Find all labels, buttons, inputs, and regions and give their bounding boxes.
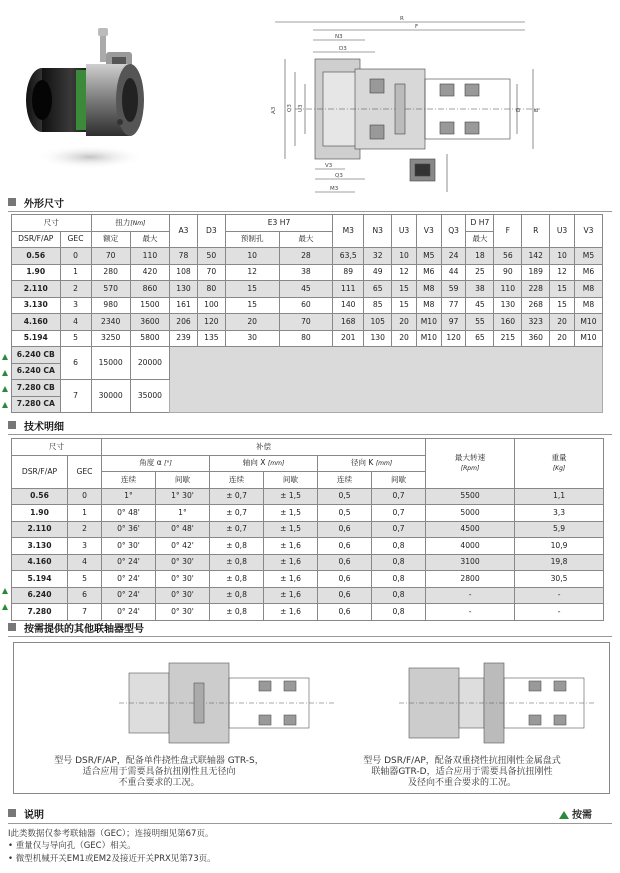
dims-h-gec: GEC	[60, 231, 91, 248]
tech-cell: ± 0,8	[210, 604, 264, 621]
tech-cell-size: 0.56	[12, 488, 68, 505]
other-models-box	[13, 642, 610, 794]
dims-cell: 110	[130, 248, 169, 265]
dims-h-v3: V3	[416, 215, 441, 248]
tech-cell-size: 6.240	[12, 587, 68, 604]
dims-cell: 3250	[91, 330, 130, 347]
dims-cell: 105	[364, 314, 392, 331]
tech-cell: ± 1,6	[264, 538, 318, 555]
dims-extra-row	[12, 347, 603, 364]
tech-table	[11, 438, 604, 621]
dims-cell: 70	[91, 248, 130, 265]
tech-cell: 0,6	[318, 587, 372, 604]
section-rule	[8, 434, 612, 435]
dims-cell: 160	[494, 314, 522, 331]
dims-cell-size: 0.56	[12, 248, 61, 265]
tech-cell: 0° 24'	[102, 554, 156, 571]
dims-cell: 78	[170, 248, 198, 265]
tech-cell: 0,7	[372, 521, 426, 538]
dims-cell: 280	[91, 264, 130, 281]
tech-cell-size: 7.280	[12, 604, 68, 621]
dims-cell: 32	[364, 248, 392, 265]
dims-h-dmax: 最大	[466, 231, 494, 248]
dims-cell: M5	[574, 248, 602, 265]
dims-cell: 12	[392, 264, 417, 281]
dims-extra-size-b: 6.240 CA	[12, 363, 61, 380]
dims-cell: 1	[60, 264, 91, 281]
tech-cell: 0,8	[372, 538, 426, 555]
dims-h-a3: A3	[170, 215, 198, 248]
tech-cell-size: 3.130	[12, 538, 68, 555]
dims-h-size: 尺寸	[12, 215, 92, 232]
dims-cell: 12	[225, 264, 279, 281]
tech-cell: 0,6	[318, 604, 372, 621]
tech-cell: 0,5	[318, 488, 372, 505]
on-request-triangle-icon	[2, 402, 8, 408]
tech-cell: 4500	[426, 521, 515, 538]
tech-cell: 0° 48'	[102, 505, 156, 522]
dims-cell: 15	[392, 297, 417, 314]
tech-cell: 0° 30'	[156, 604, 210, 621]
dims-cell: 5	[60, 330, 91, 347]
dims-cell: 130	[494, 297, 522, 314]
tech-cell: -	[426, 604, 515, 621]
tech-cell: 1°	[102, 488, 156, 505]
tech-cell: -	[426, 587, 515, 604]
tech-cell: 0° 24'	[102, 604, 156, 621]
tech-h-comp: 补偿	[102, 439, 426, 456]
dims-h-e3: E3 H7	[225, 215, 332, 232]
dims-cell: 161	[170, 297, 198, 314]
dims-row	[12, 314, 603, 331]
dims-extra-size-a: 7.280 CB	[12, 380, 61, 397]
tech-row	[12, 604, 604, 621]
section-title-other: 按需提供的其他联轴器型号	[8, 620, 144, 636]
dims-cell: 2	[60, 281, 91, 298]
dim-label-v3: V3	[325, 163, 333, 169]
tech-h-axial-inter: 间歇	[264, 472, 318, 489]
dims-cell: 420	[130, 264, 169, 281]
tech-cell: 0,8	[372, 554, 426, 571]
notes-list	[8, 828, 216, 865]
dims-extra-size-b: 7.280 CA	[12, 396, 61, 413]
dims-cell: M10	[416, 314, 441, 331]
technical-drawing	[255, 14, 555, 199]
dims-cell: M8	[416, 281, 441, 298]
tech-cell: 0° 30'	[102, 538, 156, 555]
tech-cell: 30,5	[515, 571, 604, 588]
dims-cell: M10	[416, 330, 441, 347]
tech-row	[12, 505, 604, 522]
dims-cell: 38	[466, 281, 494, 298]
dims-cell: M10	[574, 330, 602, 347]
dims-cell: 50	[197, 248, 225, 265]
tech-cell: ± 1,6	[264, 604, 318, 621]
tech-cell: 0,7	[372, 488, 426, 505]
dims-cell: 108	[170, 264, 198, 281]
tech-cell: ± 1,6	[264, 554, 318, 571]
tech-cell: ± 1,5	[264, 521, 318, 538]
tech-cell: 4000	[426, 538, 515, 555]
tech-cell: ± 0,7	[210, 488, 264, 505]
dims-h-v3b: V3	[574, 215, 602, 248]
tech-cell: 0° 42'	[156, 538, 210, 555]
dims-cell: 120	[441, 330, 466, 347]
tech-h-angle-inter: 间歇	[156, 472, 210, 489]
tech-row	[12, 554, 604, 571]
dims-cell: 130	[170, 281, 198, 298]
tech-header-row-1	[12, 439, 604, 456]
dims-cell: 130	[364, 330, 392, 347]
tech-cell: 0° 30'	[156, 587, 210, 604]
dims-cell: 25	[466, 264, 494, 281]
dims-cell: 97	[441, 314, 466, 331]
dims-h-n3: N3	[364, 215, 392, 248]
dim-label-d3: D3	[339, 46, 347, 52]
dims-cell: 65	[466, 330, 494, 347]
tech-cell: 0,6	[318, 521, 372, 538]
tech-cell: ± 0,8	[210, 571, 264, 588]
tech-cell: ± 0,8	[210, 538, 264, 555]
on-request-triangle-icon	[2, 604, 8, 610]
section-square-icon	[8, 809, 16, 817]
section-square-icon	[8, 623, 16, 631]
dim-label-q3-left: Q3	[287, 104, 293, 112]
dims-row	[12, 297, 603, 314]
dims-cell: 55	[466, 314, 494, 331]
dims-cell: M6	[416, 264, 441, 281]
dims-cell: 70	[279, 314, 333, 331]
section-rule	[8, 636, 612, 637]
tech-cell: 5500	[426, 488, 515, 505]
dims-cell: 860	[130, 281, 169, 298]
tech-cell: 0° 36'	[102, 521, 156, 538]
dims-cell: 15	[392, 281, 417, 298]
section-square-icon	[8, 421, 16, 429]
tech-h-weight: 重量 [Kg]	[515, 439, 604, 489]
tech-h-radial: 径向 K [mm]	[318, 455, 426, 472]
tech-cell: ± 1,5	[264, 505, 318, 522]
dim-label-n3: N3	[335, 34, 343, 40]
dims-cell: 142	[522, 248, 550, 265]
dims-cell: 3	[60, 297, 91, 314]
dims-cell: 3600	[130, 314, 169, 331]
tech-cell: 3	[68, 538, 102, 555]
dims-cell: 20	[550, 314, 575, 331]
dims-cell: 4	[60, 314, 91, 331]
dims-cell: 268	[522, 297, 550, 314]
dims-cell-size: 1.90	[12, 264, 61, 281]
dim-label-m3: M3	[330, 186, 339, 192]
dims-h-u3b: U3	[550, 215, 575, 248]
dims-h-torque: 扭力[Nm]	[91, 215, 170, 232]
tech-cell-size: 5.194	[12, 571, 68, 588]
dims-cell: 100	[197, 297, 225, 314]
tech-h-size: 尺寸	[12, 439, 102, 456]
dims-cell: M8	[574, 297, 602, 314]
dim-label-b: B	[534, 108, 540, 112]
dims-cell: 56	[494, 248, 522, 265]
tech-row	[12, 587, 604, 604]
tech-cell: 0,5	[318, 505, 372, 522]
tech-h-angle-cont: 连续	[102, 472, 156, 489]
tech-cell: 3100	[426, 554, 515, 571]
dims-cell: 15	[550, 297, 575, 314]
dims-cell: 120	[197, 314, 225, 331]
section-title-tech: 技术明细	[8, 418, 64, 434]
dim-label-u3: U3	[298, 104, 304, 112]
dims-cell: 215	[494, 330, 522, 347]
dims-h-prebore: 预制孔	[225, 231, 279, 248]
dims-cell: 570	[91, 281, 130, 298]
tech-cell: 0° 30'	[156, 571, 210, 588]
dims-cell: 168	[333, 314, 364, 331]
section-title-notes: 说明	[8, 806, 44, 822]
product-photo	[20, 22, 150, 172]
dims-cell: 228	[522, 281, 550, 298]
dims-cell-size: 4.160	[12, 314, 61, 331]
tech-cell: 1°	[156, 505, 210, 522]
dims-extra-gec: 7	[60, 380, 91, 413]
dims-h-dsr: DSR/F/AP	[12, 231, 61, 248]
tech-cell: 0,6	[318, 554, 372, 571]
tech-h-dsr: DSR/F/AP	[12, 455, 68, 488]
dims-cell: M8	[574, 281, 602, 298]
section-title-dims: 外形尺寸	[8, 195, 64, 211]
dims-h-m3: M3	[333, 215, 364, 248]
dims-cell: 15	[550, 281, 575, 298]
dims-cell: 189	[522, 264, 550, 281]
tech-cell: 1,1	[515, 488, 604, 505]
dim-label-f: F	[415, 24, 419, 30]
dims-cell: 206	[170, 314, 198, 331]
tech-cell: 5	[68, 571, 102, 588]
tech-cell: 19,8	[515, 554, 604, 571]
legend-on-request: 按需	[559, 806, 592, 821]
dims-cell: 110	[494, 281, 522, 298]
dims-cell: 10	[225, 248, 279, 265]
dims-cell: 323	[522, 314, 550, 331]
tech-row	[12, 571, 604, 588]
dims-cell-size: 2.110	[12, 281, 61, 298]
dims-cell: 12	[550, 264, 575, 281]
tech-h-radial-cont: 连续	[318, 472, 372, 489]
dims-cell: M8	[416, 297, 441, 314]
tech-row	[12, 538, 604, 555]
dims-extra-blank	[170, 347, 603, 413]
dims-cell: M10	[574, 314, 602, 331]
dims-cell: 59	[441, 281, 466, 298]
dims-cell: 70	[197, 264, 225, 281]
note-item: • 微型机械开关EM1或EM2及接近开关PRX见第73页。	[8, 853, 216, 864]
dims-extra-gec: 6	[60, 347, 91, 380]
dims-header-row-1	[12, 215, 603, 232]
dims-cell: 2340	[91, 314, 130, 331]
dims-h-rated: 额定	[91, 231, 130, 248]
dims-row	[12, 248, 603, 265]
tech-cell: ± 1,6	[264, 587, 318, 604]
tech-cell: 0° 48'	[156, 521, 210, 538]
dims-cell: M6	[574, 264, 602, 281]
tech-cell: 0,8	[372, 604, 426, 621]
dims-cell: 49	[364, 264, 392, 281]
dims-row	[12, 264, 603, 281]
tech-cell: -	[515, 587, 604, 604]
tech-cell: 2800	[426, 571, 515, 588]
dims-cell: 0	[60, 248, 91, 265]
tech-row	[12, 521, 604, 538]
tech-cell: 10,9	[515, 538, 604, 555]
dims-cell-size: 5.194	[12, 330, 61, 347]
dims-cell: 89	[333, 264, 364, 281]
dims-extra-max: 35000	[130, 380, 169, 413]
dims-extra-rated: 30000	[91, 380, 130, 413]
tech-h-angle: 角度 α [°]	[102, 455, 210, 472]
dims-cell: 239	[170, 330, 198, 347]
dims-extra-max: 20000	[130, 347, 169, 380]
tech-h-axial-cont: 连续	[210, 472, 264, 489]
on-request-triangle-icon	[2, 588, 8, 594]
dims-h-f: F	[494, 215, 522, 248]
tech-cell: 7	[68, 604, 102, 621]
dims-cell: 45	[466, 297, 494, 314]
dims-h-d3: D3	[197, 215, 225, 248]
note-item: I此类数据仅参考联轴器（GEC）；连接明细见第67页。	[8, 829, 214, 839]
section-rule	[8, 823, 612, 824]
dims-cell: 201	[333, 330, 364, 347]
dims-cell: 10	[550, 248, 575, 265]
tech-cell: 0° 24'	[102, 571, 156, 588]
tech-cell: ± 1,6	[264, 571, 318, 588]
tech-cell: 2	[68, 521, 102, 538]
dims-cell: 44	[441, 264, 466, 281]
dims-extra-size-a: 6.240 CB	[12, 347, 61, 364]
dims-cell: 111	[333, 281, 364, 298]
dim-label-a3: A3	[271, 106, 277, 114]
dimensions-table	[11, 214, 603, 413]
on-request-triangle-icon	[2, 386, 8, 392]
section-rule	[8, 211, 612, 212]
gtr-d-drawing	[399, 653, 599, 753]
dims-cell: 980	[91, 297, 130, 314]
tech-cell: 0,8	[372, 587, 426, 604]
dims-cell: 30	[225, 330, 279, 347]
tech-cell: 4	[68, 554, 102, 571]
tech-cell: 0,6	[318, 538, 372, 555]
note-item: • 重量仅与导向孔（GEC）相关。	[8, 841, 136, 852]
dims-h-dh7: D H7	[466, 215, 494, 232]
tech-row	[12, 488, 604, 505]
tech-cell: 0,6	[318, 571, 372, 588]
tech-h-speed: 最大转速 [Rpm]	[426, 439, 515, 489]
dims-cell: 1500	[130, 297, 169, 314]
tech-h-axial: 轴向 X [mm]	[210, 455, 318, 472]
section-square-icon	[8, 198, 16, 206]
tech-cell: ± 0,7	[210, 521, 264, 538]
gtr-s-drawing	[119, 653, 339, 753]
dims-cell: 140	[333, 297, 364, 314]
dims-cell: 15	[225, 281, 279, 298]
dims-cell: 360	[522, 330, 550, 347]
tech-cell: 0° 30'	[156, 554, 210, 571]
tech-cell: ± 0,7	[210, 505, 264, 522]
dims-cell: 28	[279, 248, 333, 265]
tech-cell: 3,3	[515, 505, 604, 522]
on-request-triangle-icon	[2, 370, 8, 376]
dims-cell: M5	[416, 248, 441, 265]
dims-extra-rated: 15000	[91, 347, 130, 380]
caption-gtr-d: 型号 DSR/F/AP，配备双重挠性抗扭刚性金属盘式 联轴器GTR-D，适合应用于需要具备抗扭刚性 及径向不重合要求的工况。	[363, 756, 561, 788]
dims-h-q3: Q3	[441, 215, 466, 248]
on-request-triangle-icon	[2, 354, 8, 360]
tech-cell: 1	[68, 505, 102, 522]
tech-cell: 0,8	[372, 571, 426, 588]
dim-label-r: R	[400, 16, 404, 22]
dims-row	[12, 281, 603, 298]
dims-cell: 63,5	[333, 248, 364, 265]
dims-cell: 60	[279, 297, 333, 314]
dims-cell: 24	[441, 248, 466, 265]
dims-cell: 65	[364, 281, 392, 298]
tech-cell: 0	[68, 488, 102, 505]
dims-cell: 45	[279, 281, 333, 298]
on-request-triangle-icon	[559, 811, 569, 819]
tech-cell: ± 1,5	[264, 488, 318, 505]
tech-cell: -	[515, 604, 604, 621]
tech-cell: 5,9	[515, 521, 604, 538]
dims-cell: 80	[197, 281, 225, 298]
dims-cell: 90	[494, 264, 522, 281]
dim-label-q3-bottom: Q3	[335, 173, 343, 179]
tech-cell: ± 0,8	[210, 587, 264, 604]
dims-cell: 80	[279, 330, 333, 347]
dims-cell: 38	[279, 264, 333, 281]
tech-cell: 0,7	[372, 505, 426, 522]
dims-h-r: R	[522, 215, 550, 248]
tech-cell-size: 4.160	[12, 554, 68, 571]
dims-h-e3max: 最大	[279, 231, 333, 248]
tech-h-radial-inter: 间歇	[372, 472, 426, 489]
dim-label-d: D	[516, 107, 522, 112]
dims-cell: 135	[197, 330, 225, 347]
tech-cell-size: 2.110	[12, 521, 68, 538]
caption-gtr-s: 型号 DSR/F/AP，配备单件挠性盘式联轴器 GTR-S， 适合应用于需要具备抗扭刚性且无径向 不重合要求的工况。	[54, 756, 264, 788]
dims-cell: 85	[364, 297, 392, 314]
dims-h-u3: U3	[392, 215, 417, 248]
dims-cell: 20	[550, 330, 575, 347]
dims-cell: 15	[225, 297, 279, 314]
dims-cell-size: 3.130	[12, 297, 61, 314]
dims-h-max: 最大	[130, 231, 169, 248]
dims-row	[12, 330, 603, 347]
dims-cell: 10	[392, 248, 417, 265]
dims-cell: 20	[392, 314, 417, 331]
tech-cell: 0° 24'	[102, 587, 156, 604]
tech-h-gec: GEC	[68, 455, 102, 488]
dims-cell: 77	[441, 297, 466, 314]
dims-cell: 20	[392, 330, 417, 347]
tech-cell: 1° 30'	[156, 488, 210, 505]
tech-cell-size: 1.90	[12, 505, 68, 522]
dims-cell: 20	[225, 314, 279, 331]
dims-cell: 5800	[130, 330, 169, 347]
tech-cell: ± 0,8	[210, 554, 264, 571]
tech-cell: 6	[68, 587, 102, 604]
dims-cell: 18	[466, 248, 494, 265]
tech-cell: 5000	[426, 505, 515, 522]
